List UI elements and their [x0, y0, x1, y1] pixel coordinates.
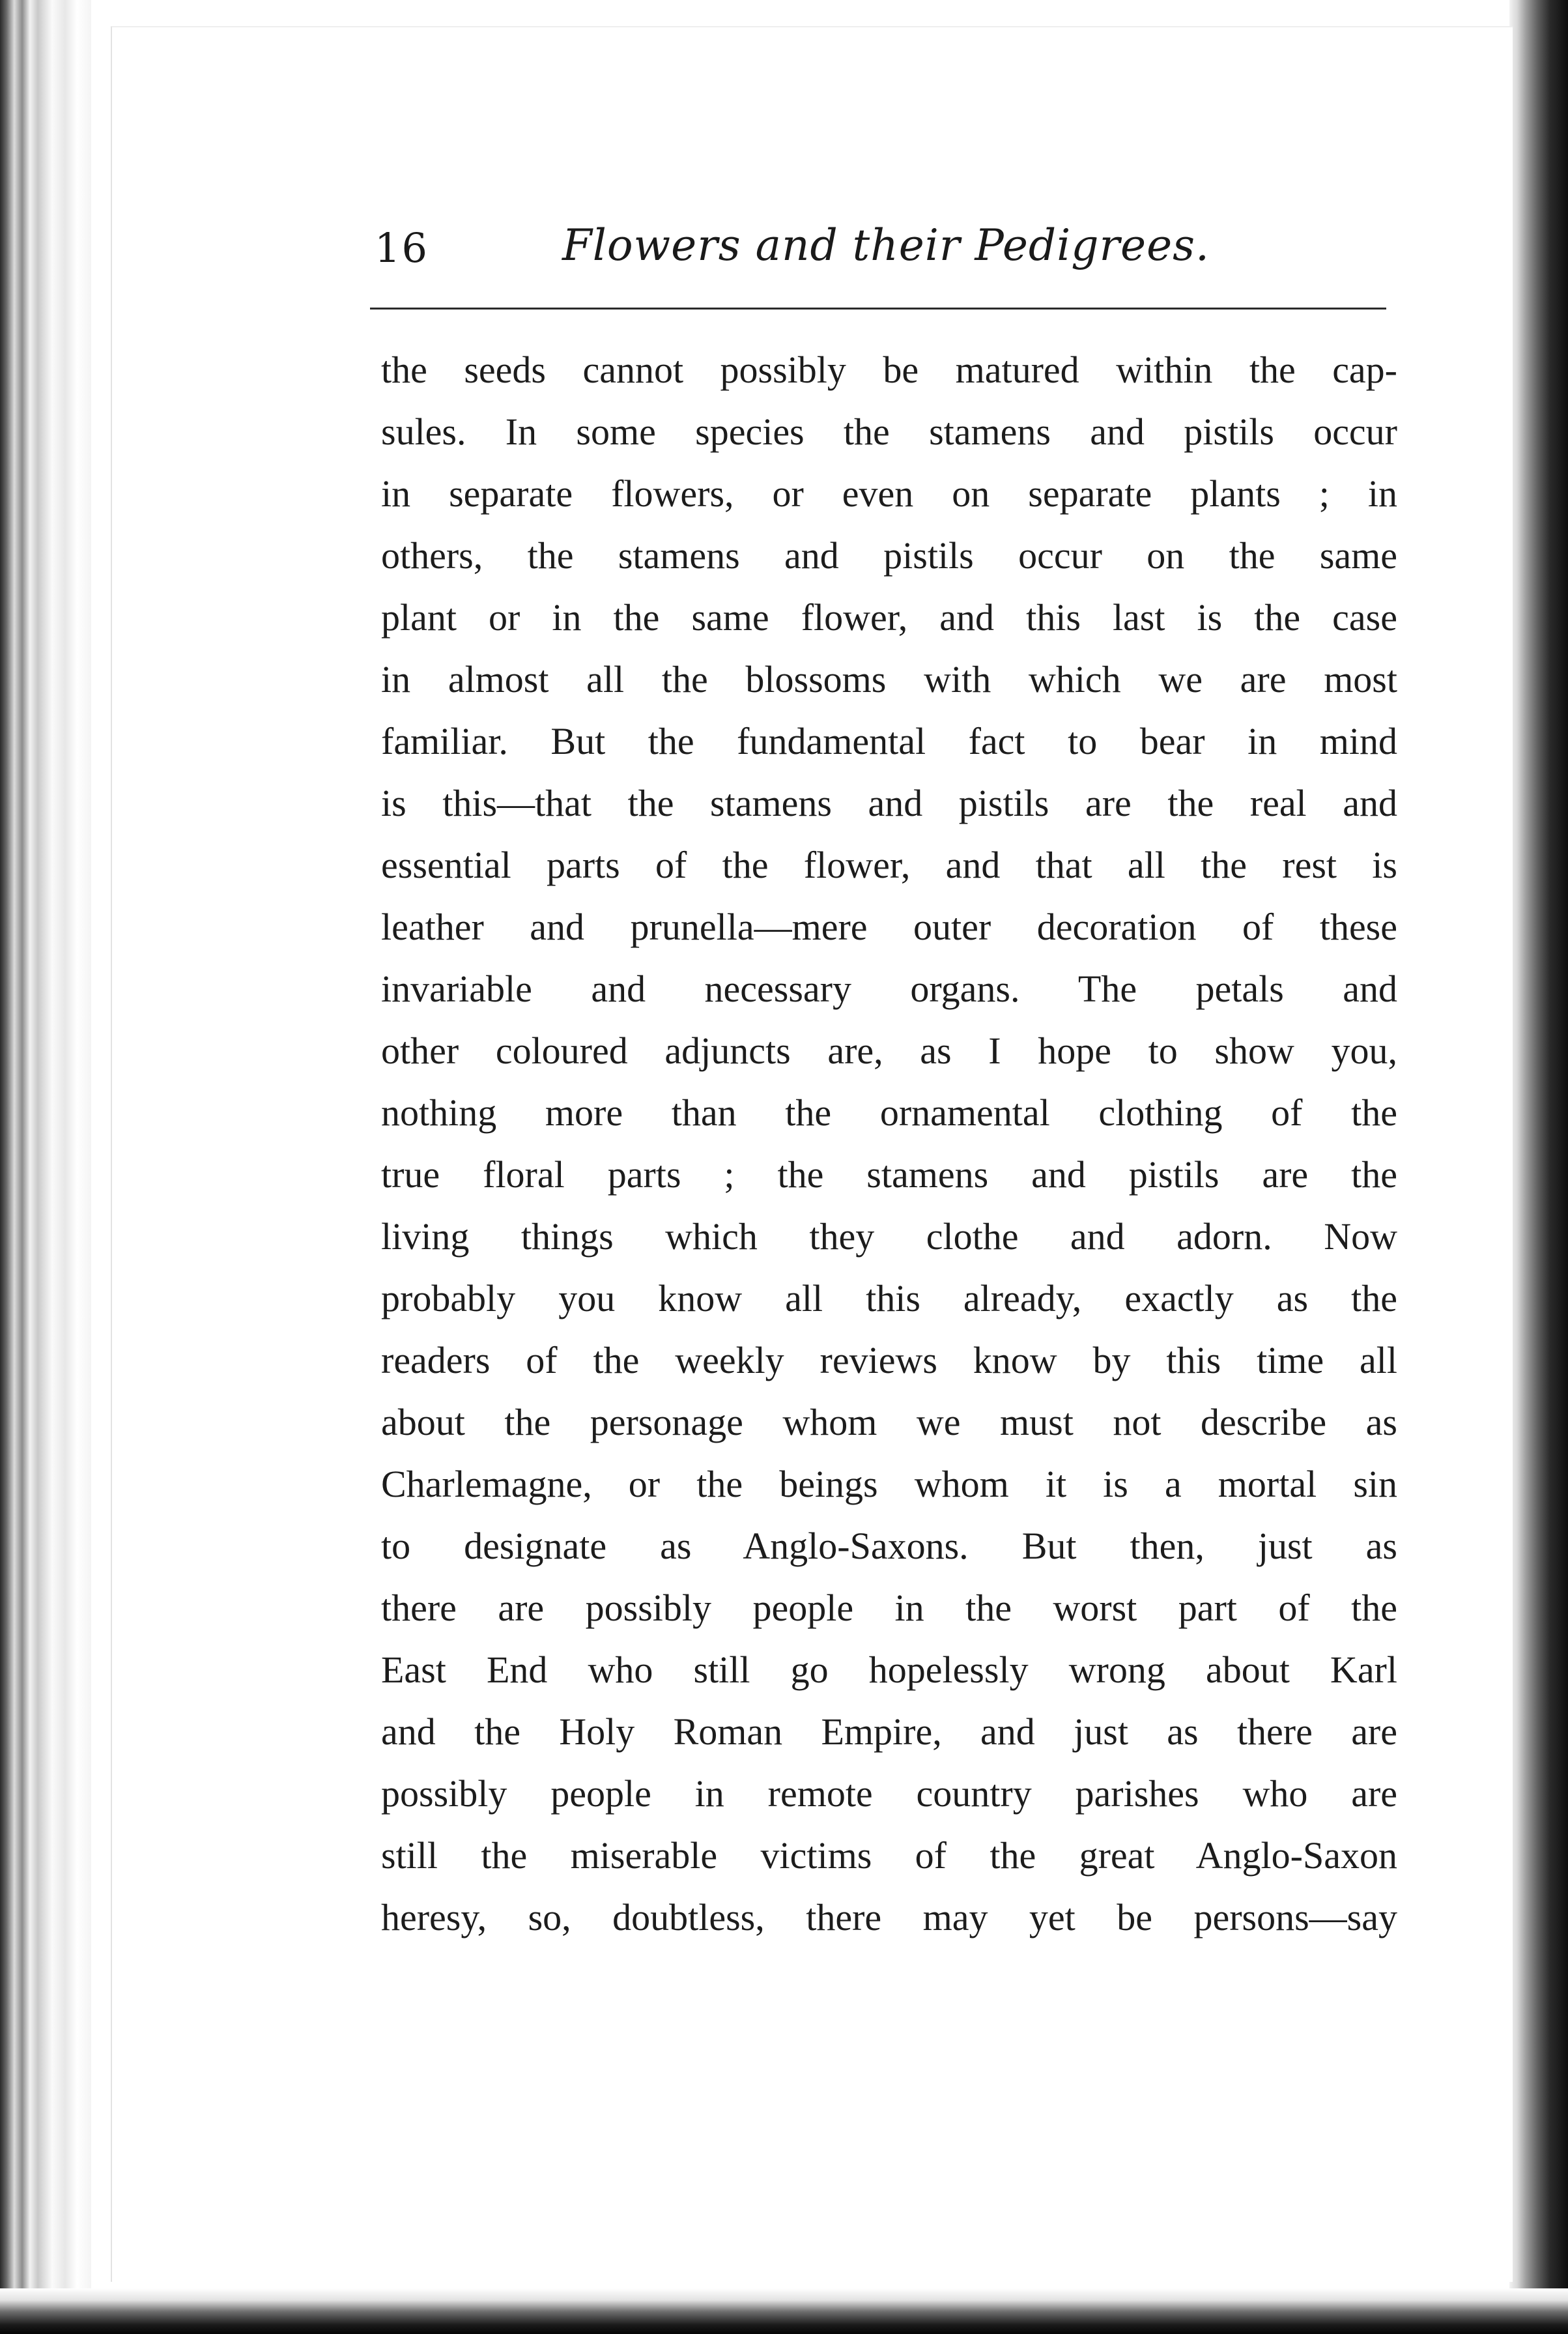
text-line: probably you know all this already, exactly as the: [381, 1277, 1397, 1319]
text-line: Charlemagne, or the beings whom it is a mortal sin: [381, 1463, 1397, 1505]
text-line: other coloured adjuncts are, as I hope to show you,: [381, 1030, 1397, 1072]
text-line: East End who still go hopelessly wrong about Karl: [381, 1649, 1397, 1691]
text-line: still the miserable victims of the great Anglo-Saxon: [381, 1834, 1397, 1877]
text-line: familiar. But the fundamental fact to bear in mind: [381, 720, 1397, 762]
text-line: leather and prunella—mere outer decoration of these: [381, 906, 1397, 948]
header-rule: [370, 308, 1386, 310]
text-line: others, the stamens and pistils occur on the same: [381, 534, 1397, 577]
text-line: heresy, so, doubtless, there may yet be persons—say: [381, 1896, 1397, 1938]
text-line: true floral parts ; the stamens and pistils are the: [381, 1153, 1397, 1196]
text-line: plant or in the same flower, and this last is the case: [381, 596, 1397, 639]
text-line: to designate as Anglo-Saxons. But then, just as: [381, 1525, 1397, 1567]
text-line: about the personage whom we must not describe as: [381, 1401, 1397, 1443]
text-line: in separate flowers, or even on separate plants ; in: [381, 472, 1397, 515]
scan-bottom-edge: [0, 2288, 1568, 2334]
text-line: living things which they clothe and adorn. Now: [381, 1215, 1397, 1258]
body-text: [381, 339, 1397, 1948]
running-title: Flowers and their Pedigrees.: [562, 220, 1210, 270]
text-line: is this—that the stamens and pistils are the real and: [381, 782, 1397, 824]
text-line: there are possibly people in the worst part of the: [381, 1587, 1397, 1629]
text-line: and the Holy Roman Empire, and just as there are: [381, 1710, 1397, 1753]
text-line: the seeds cannot possibly be matured within the cap-: [381, 349, 1397, 391]
text-line: essential parts of the flower, and that all the rest is: [381, 844, 1397, 886]
text-line: readers of the weekly reviews know by this time all: [381, 1339, 1397, 1381]
text-line: in almost all the blossoms with which we are most: [381, 658, 1397, 700]
text-line: nothing more than the ornamental clothing of the: [381, 1091, 1397, 1134]
page-number: 16: [375, 224, 429, 272]
running-head: [267, 222, 1407, 293]
binding-gutter: [0, 0, 91, 2334]
text-line: sules. In some species the stamens and pistils occur: [381, 411, 1397, 453]
page-stack-edge: [1509, 0, 1568, 2334]
text-line: possibly people in remote country parishes who are: [381, 1772, 1397, 1815]
text-line: invariable and necessary organs. The petals and: [381, 968, 1397, 1010]
